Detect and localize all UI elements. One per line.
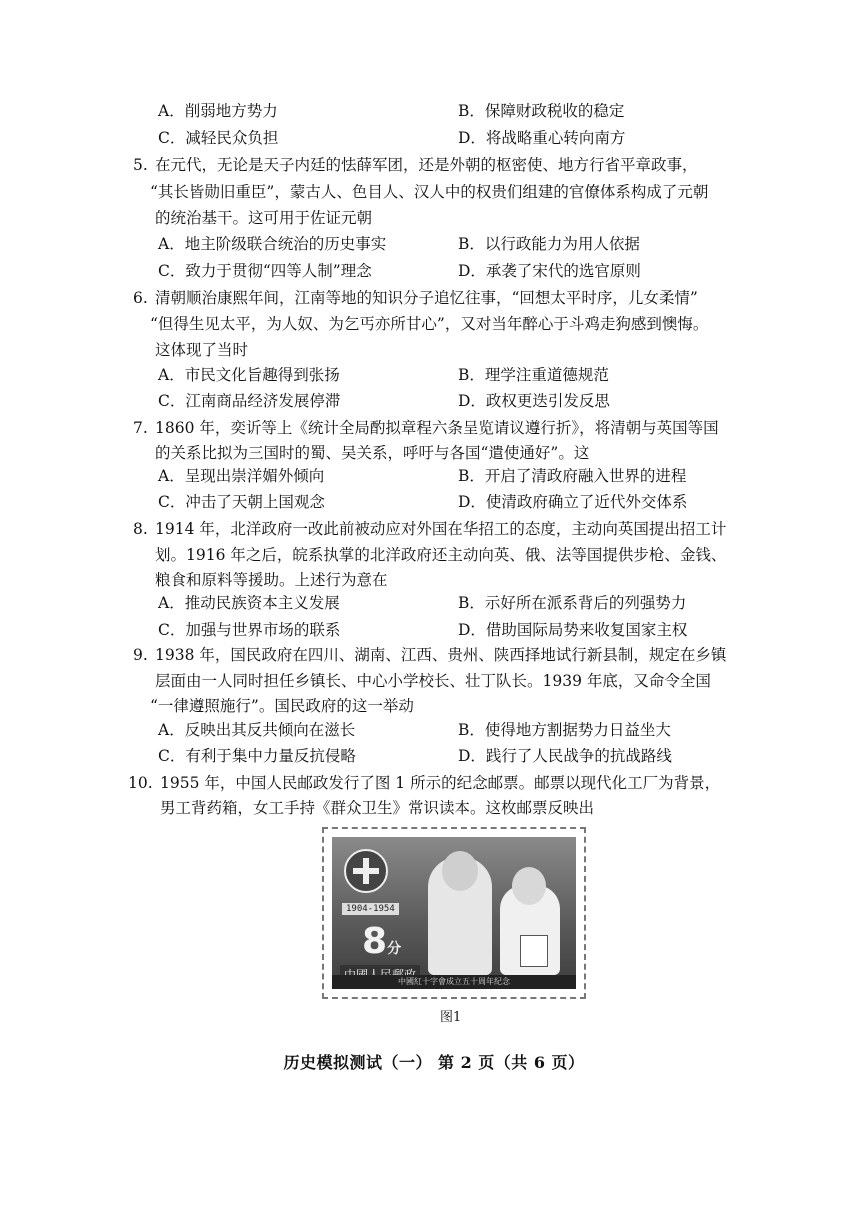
q6-stem-line: 清朝顺治康熙年间，江南等地的知识分子追忆往事，“回想太平时序，儿女柔情” [155,289,698,307]
q6-option-b: B．理学注重道德规范 [458,366,609,384]
stamp-bottom-text: 中國紅十字會成立五十周年紀念 [332,975,576,989]
q7-option-d: D．使清政府确立了近代外交体系 [458,493,688,511]
q6-stem-line: “但得生见太平，为人奴、为乞丐亦所甘心”，又对当年醉心于斗鸡走狗感到懊悔。 [150,315,709,333]
q9-stem-line: 层面由一人同时担任乡镇长、中心小学校长、壮丁队长。1939 年底，又命令全国 [155,672,711,690]
q5-option-b: B．以行政能力为用人依据 [458,235,640,253]
q9-stem-line: 1938 年，国民政府在四川、湖南、江西、贵州、陕西择地试行新县制，规定在乡镇 [155,646,727,664]
q8-option-d: D．借助国际局势来收复国家主权 [458,621,688,639]
q6-option-a: A．市民文化旨趣得到张扬 [158,366,340,384]
q5-stem-line: “其长皆勋旧重臣”，蒙古人、色目人、汉人中的权贵们组建的官僚体系构成了元朝 [150,183,709,201]
q4-option-c: C．减轻民众负担 [158,129,279,147]
q8-stem-line: 划。1916 年之后，皖系执掌的北洋政府还主动向英、俄、法等国提供步枪、金钱、 [155,546,727,564]
q9-option-b: B．使得地方割据势力日益坐大 [458,721,671,739]
q6-number: 6. [133,289,148,307]
q8-option-c: C．加强与世界市场的联系 [158,621,341,639]
q10-stem-line: 男工背药箱，女工手持《群众卫生》常识读本。这枚邮票反映出 [160,799,595,817]
q8-stem-line: 粮食和原料等援助。上述行为意在 [155,571,388,589]
commemorative-stamp [322,827,586,999]
q8-option-a: A．推动民族资本主义发展 [158,594,340,612]
q10-number: 10. [128,774,153,792]
q5-option-a: A．地主阶级联合统治的历史事实 [158,235,387,253]
q9-option-a: A．反映出其反共倾向在滋长 [158,721,356,739]
q4-option-d: D．将战略重心转向南方 [458,129,626,147]
female-worker-head [512,867,546,905]
q7-option-a: A．呈现出崇洋媚外倾向 [158,467,325,485]
q7-stem-line: 的关系比拟为三国时的蜀、吴关系，呼吁与各国“遣使通好”。这 [155,444,590,462]
figure-caption: 图1 [440,1010,462,1025]
stamp-value-number: 8 [362,921,388,962]
q10-stem-line: 1955 年，中国人民邮政发行了图 1 所示的纪念邮票。邮票以现代化工厂为背景， [160,774,721,792]
q9-number: 9. [133,646,148,664]
q5-option-c: C．致力于贯彻“四等人制”理念 [158,262,372,280]
q9-stem-line: “一律遵照施行”。国民政府的这一举动 [150,697,414,715]
q8-option-b: B．示好所在派系背后的列强势力 [458,594,687,612]
male-worker-head [442,851,478,891]
stamp-years: 1904-1954 [342,903,399,915]
q9-option-c: C．有利于集中力量反抗侵略 [158,747,356,765]
q5-stem-line: 的统治基干。这可用于佐证元朝 [155,209,373,227]
q4-option-a: A．削弱地方势力 [158,102,278,120]
q8-stem-line: 1914 年，北洋政府一改此前被动应对外国在华招工的态度，主动向英国提出招工计 [155,520,727,538]
stamp-value-unit: 分 [387,941,402,957]
stamp-image [332,837,576,989]
q6-option-d: D．政权更迭引发反思 [458,392,610,410]
q7-stem-line: 1860 年，奕䜣等上《统计全局酌拟章程六条呈览请议遵行折》，将清朝与英国等国 [155,419,719,437]
booklet-icon [520,935,548,967]
q9-option-d: D．践行了人民战争的抗战路线 [458,747,672,765]
q6-option-c: C．江南商品经济发展停滞 [158,392,341,410]
q4-option-b: B．保障财政税收的稳定 [458,102,625,120]
q8-number: 8. [133,520,148,538]
q7-option-c: C．冲击了天朝上国观念 [158,493,325,511]
q5-number: 5. [133,156,148,174]
q6-stem-line: 这体现了当时 [155,341,249,359]
red-cross-emblem-icon [344,849,388,893]
q5-option-d: D．承袭了宋代的选官原则 [458,262,641,280]
q7-number: 7. [133,419,148,437]
stamp-value [362,921,401,962]
q5-stem-line: 在元代，无论是天子内廷的怯薛军团，还是外朝的枢密使、地方行省平章政事， [155,156,698,174]
q7-option-b: B．开启了清政府融入世界的进程 [458,467,687,485]
page-footer: 历史模拟测试（一） 第 2 页（共 6 页） [283,1053,585,1072]
